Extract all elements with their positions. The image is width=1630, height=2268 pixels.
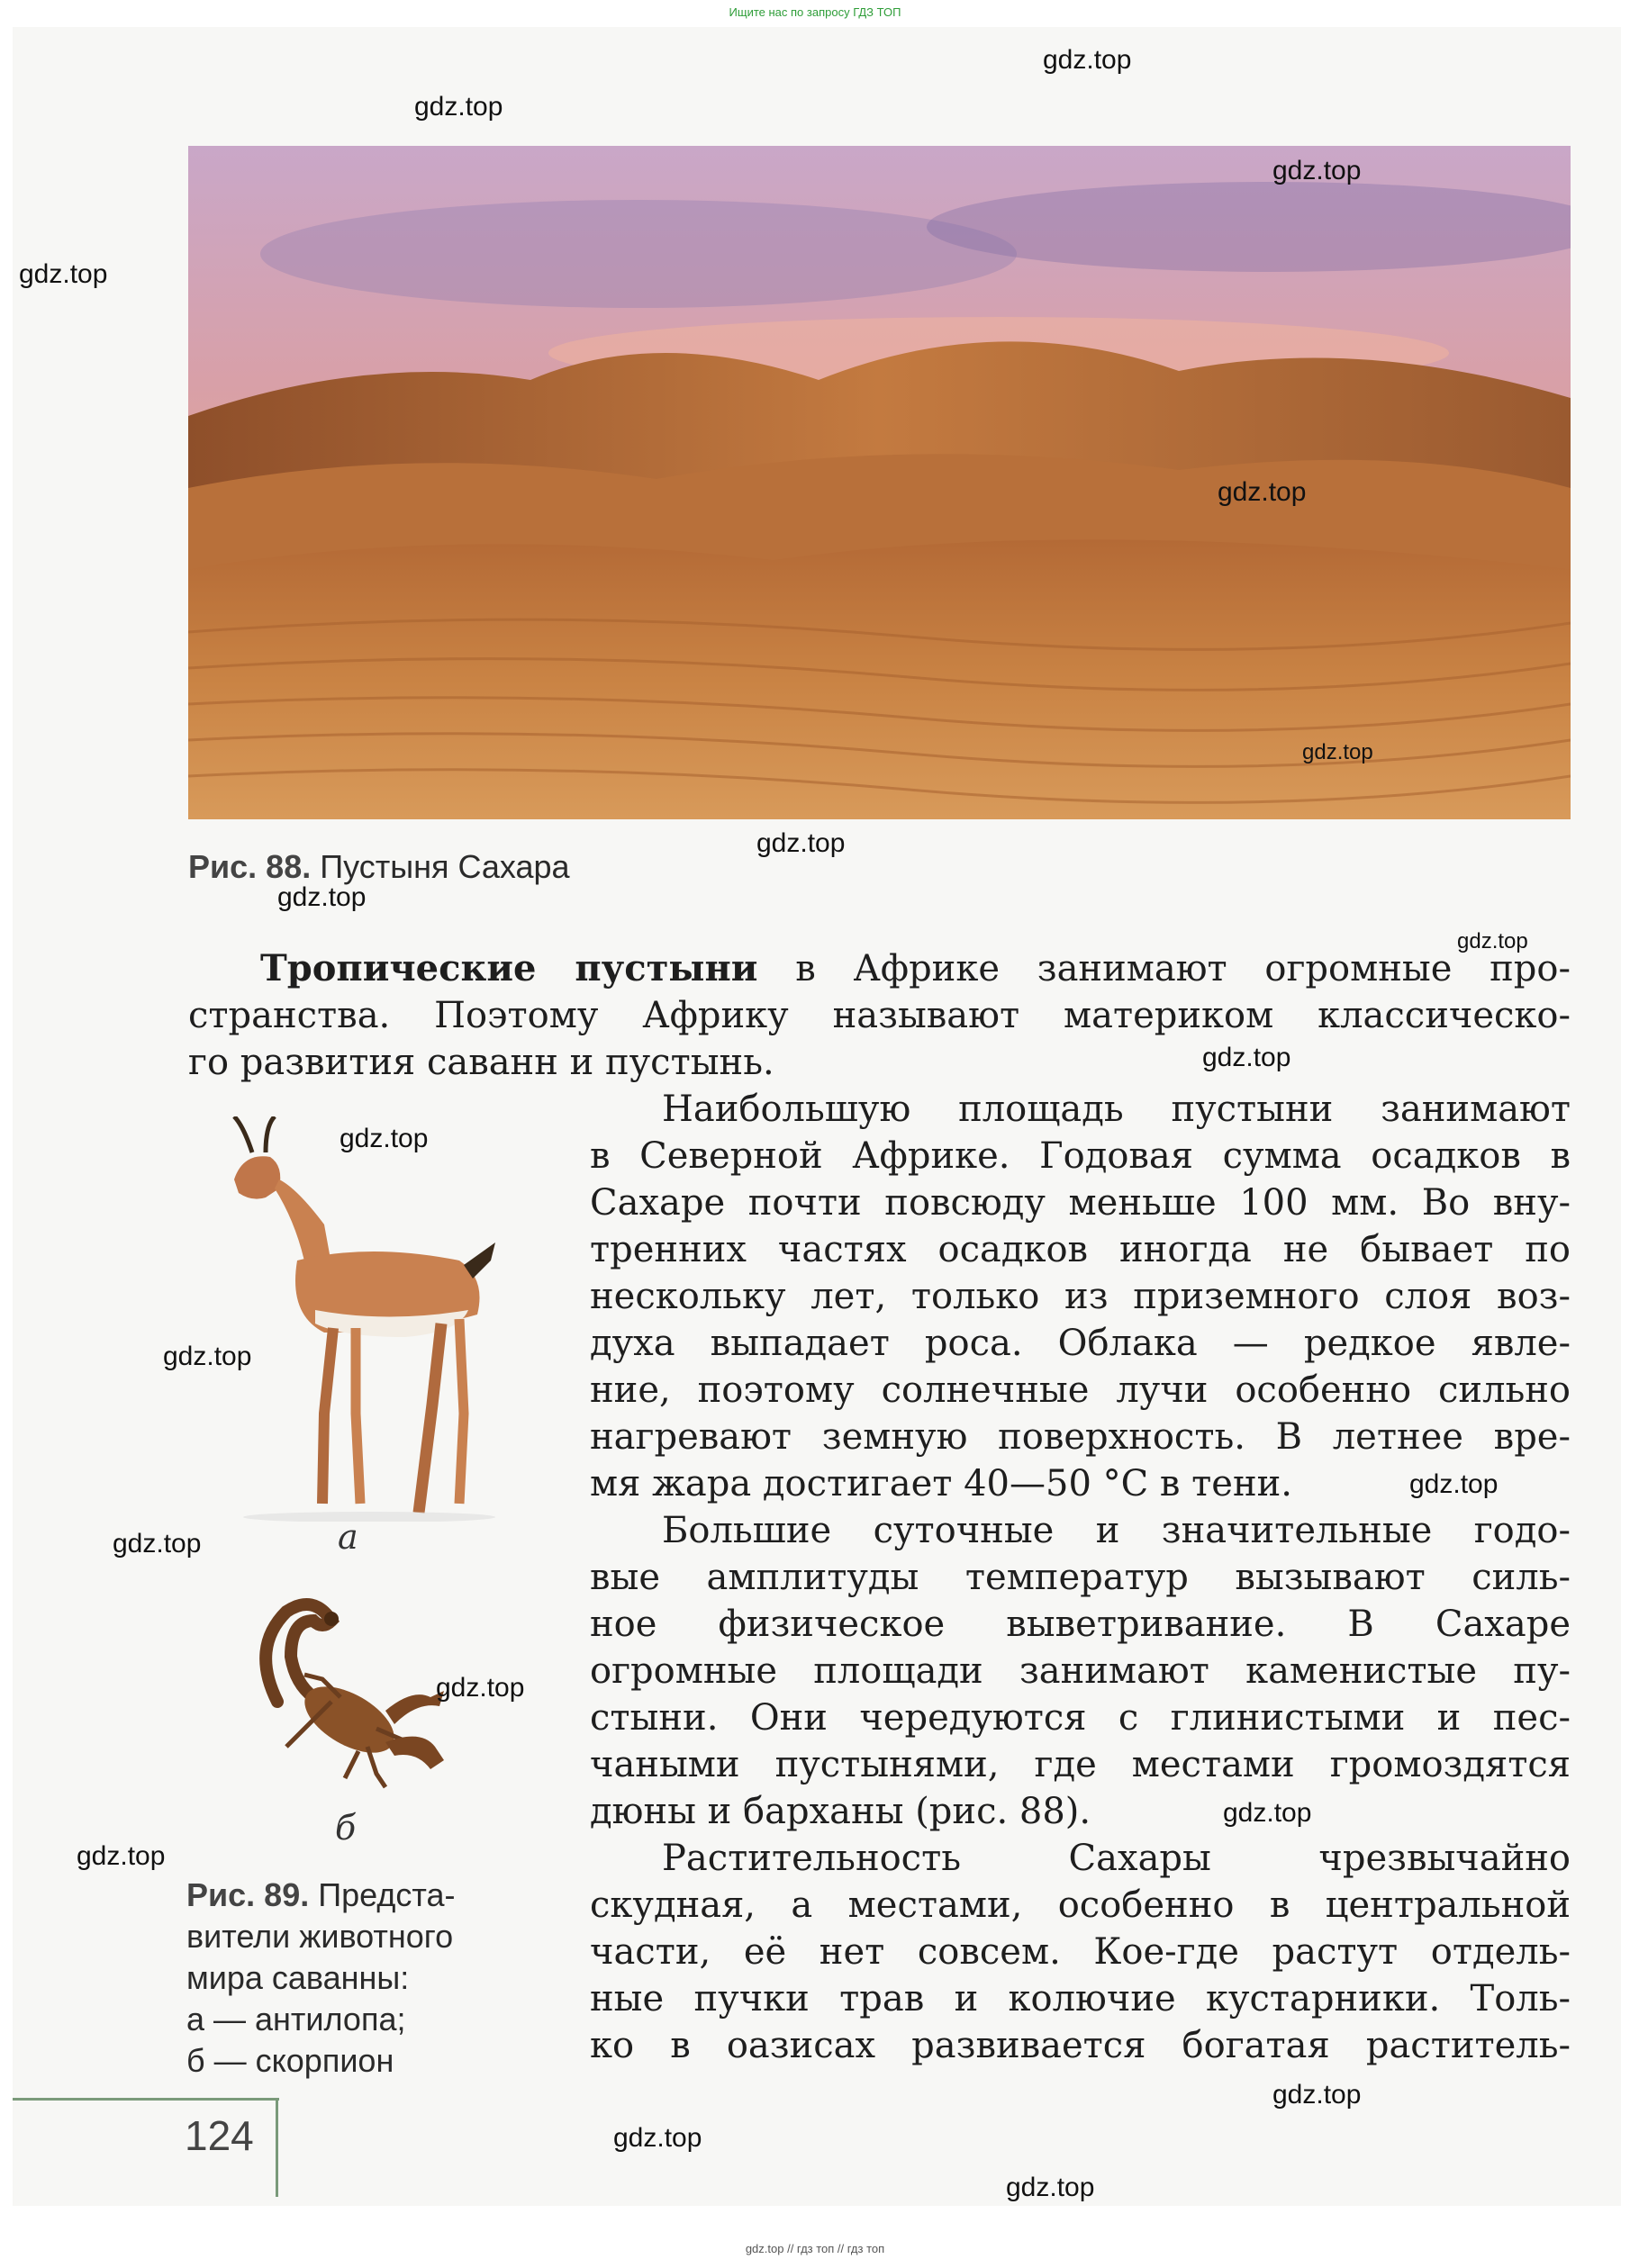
- paragraph-3-line: огромные площади занимают каменистые пу-: [590, 1650, 1571, 1692]
- paragraph-1-line-2: странства. Поэтому Африку называют материком классическо-: [188, 995, 1571, 1036]
- figure-89-line: вители животного: [186, 1918, 454, 1955]
- watermark: gdz.top: [414, 92, 503, 122]
- watermark: gdz.top: [436, 1673, 525, 1703]
- paragraph-4-line: части, её нет совсем. Кое-где растут отдель-: [590, 1931, 1571, 1973]
- paragraph-3-line: вые амплитуды температур вызывают силь-: [590, 1557, 1571, 1598]
- bottom-banner: gdz.top // гдз топ // гдз топ: [745, 2242, 885, 2255]
- figure-89-line-1: Рис. 89. Предста-: [186, 1876, 456, 1913]
- figure-88-caption: [188, 846, 570, 888]
- watermark: gdz.top: [1457, 929, 1528, 953]
- watermark: gdz.top: [1272, 156, 1362, 185]
- watermark: gdz.top: [1006, 2173, 1095, 2202]
- watermark: gdz.top: [613, 2123, 702, 2153]
- scorpion-illustration: [241, 1594, 457, 1792]
- watermark: gdz.top: [340, 1124, 429, 1153]
- figure-88-label: Рис. 88.: [188, 848, 312, 885]
- paragraph-3-line: ное физическое выветривание. В Сахаре: [590, 1604, 1571, 1645]
- top-banner[interactable]: Ищите нас по запросу ГДЗ ТОП: [729, 5, 901, 19]
- paragraph-1-line-3: го развития саванн и пустынь.: [188, 1042, 774, 1083]
- desert-photo: [188, 146, 1571, 819]
- paragraph-2-line: Сахаре почти повсюду меньше 100 мм. Во вну-: [590, 1182, 1571, 1224]
- watermark: gdz.top: [1302, 740, 1373, 764]
- figure-89-line: а — антилопа;: [186, 2001, 406, 2038]
- paragraph-4-line: ные пучки трав и колючие кустарники. Толь-: [590, 1978, 1571, 2020]
- paragraph-4-line: Растительность Сахары чрезвычайно: [662, 1838, 1571, 1879]
- figure-letter-a: а: [338, 1517, 358, 1557]
- paragraph-2-line: в Северной Африке. Годовая сумма осадков в: [590, 1135, 1571, 1177]
- page-number: 124: [185, 2112, 254, 2159]
- paragraph-3-line: дюны и барханы (рис. 88).: [590, 1791, 1091, 1832]
- paragraph-2-line: Наибольшую площадь пустыни занимают: [662, 1089, 1571, 1130]
- figure-89-line: б — скорпион: [186, 2042, 394, 2079]
- figure-letter-b: б: [335, 1808, 357, 1848]
- watermark: gdz.top: [1272, 2080, 1362, 2110]
- paragraph-3-line: чаными пустынями, где местами громоздятся: [590, 1744, 1571, 1785]
- paragraph-2-line: мя жара достигает 40—50 °С в тени.: [590, 1463, 1292, 1504]
- figure-88-title: Пустыня Сахара: [320, 848, 570, 885]
- watermark: gdz.top: [277, 882, 367, 912]
- watermark: gdz.top: [163, 1342, 252, 1371]
- paragraph-3-line: Большие суточные и значительные годо-: [662, 1510, 1571, 1551]
- paragraph-4: [590, 1835, 1571, 2069]
- antelope-illustration: [189, 1116, 513, 1522]
- watermark: gdz.top: [756, 828, 846, 858]
- paragraph-2-line: тренних частях осадков иногда не бывает по: [590, 1229, 1571, 1270]
- watermark: gdz.top: [1218, 477, 1307, 507]
- paragraph-3-line: стыни. Они чередуются с глинистыми и пес-: [590, 1697, 1571, 1739]
- paragraph-2-line: нагревают земную поверхность. В летнее вре-: [590, 1416, 1571, 1458]
- paragraph-1-line-1: Тропические пустыни в Африке занимают огромные про-: [260, 947, 1571, 989]
- paragraph-2-line: ние, поэтому солнечные лучи особенно сильно: [590, 1369, 1571, 1411]
- watermark: gdz.top: [1223, 1798, 1312, 1828]
- paragraph-2-line: духа выпадает роса. Облака — редкое явле-: [590, 1323, 1571, 1364]
- page-corner-rule-vertical: [276, 2098, 278, 2197]
- watermark: gdz.top: [1409, 1469, 1499, 1499]
- paragraph-2: [590, 1086, 1571, 1507]
- paragraph-3: [590, 1507, 1571, 1835]
- paragraph-1-bold: Тропические пустыни: [260, 947, 758, 989]
- paragraph-4-line: скудная, а местами, особенно в центральной: [590, 1884, 1571, 1926]
- figure-89-caption: [186, 1875, 455, 2082]
- paragraph-4-line: ко в оазисах развивается богатая раститель-: [590, 2025, 1571, 2066]
- watermark: gdz.top: [113, 1529, 202, 1559]
- watermark: gdz.top: [77, 1841, 166, 1871]
- figure-89-label: Рис. 89.: [186, 1876, 310, 1913]
- watermark: gdz.top: [19, 259, 108, 289]
- figure-89-line: мира саванны:: [186, 1959, 410, 1996]
- watermark: gdz.top: [1202, 1043, 1291, 1072]
- paragraph-1: [188, 945, 1571, 1086]
- watermark: gdz.top: [1043, 45, 1132, 75]
- paragraph-2-line: нескольку лет, только из приземного слоя воз-: [590, 1276, 1571, 1317]
- page-corner-rule: [13, 2098, 279, 2101]
